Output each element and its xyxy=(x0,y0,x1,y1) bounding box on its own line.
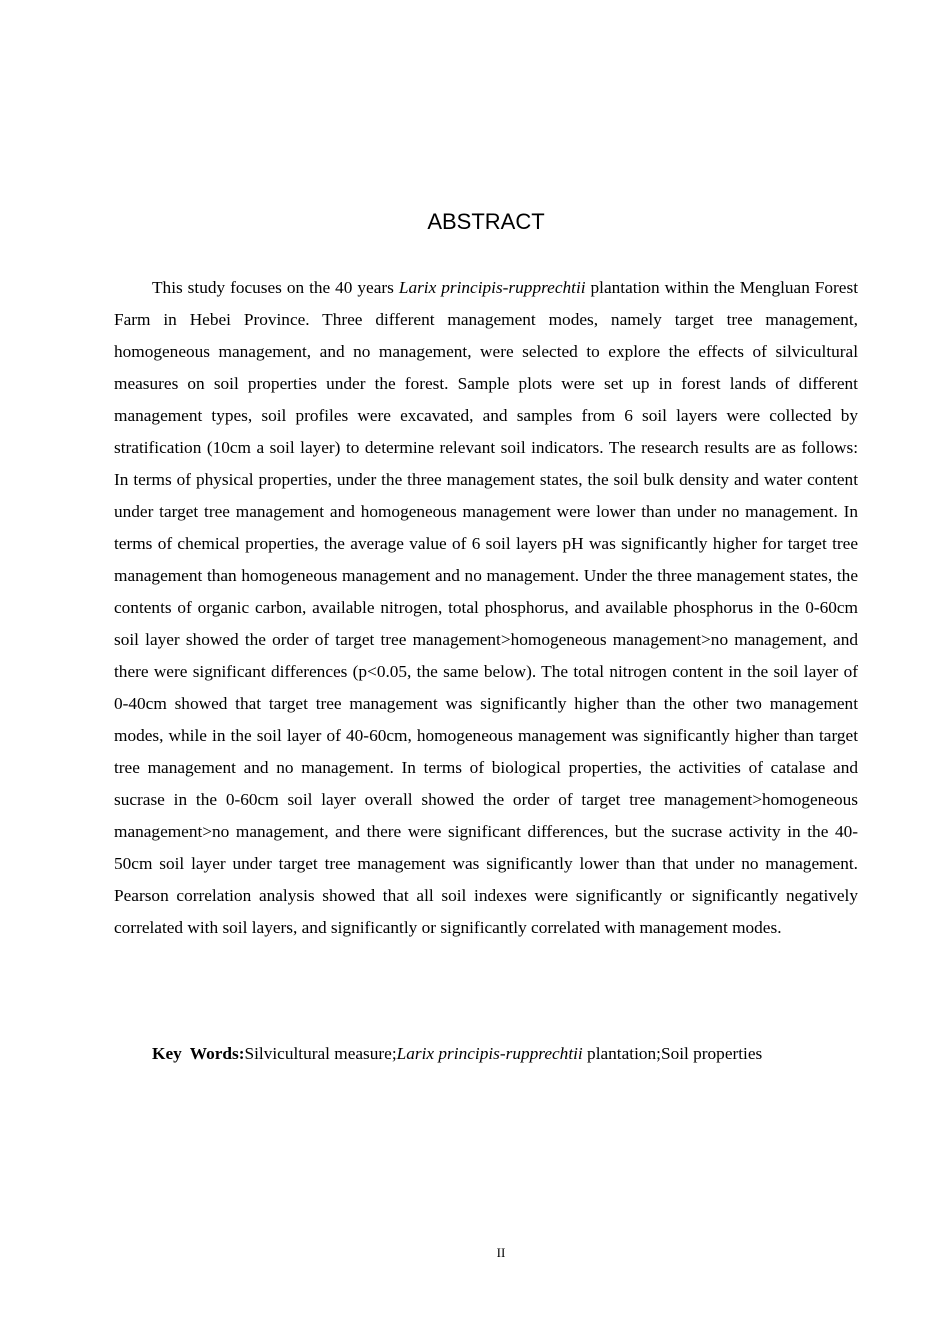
page-number: II xyxy=(496,1245,506,1260)
keyword-3: plantation;Soil properties xyxy=(582,1044,763,1063)
keyword-2: Larix principis-rupprechtii xyxy=(396,1044,583,1063)
species-name: Larix principis-rupprechtii xyxy=(398,278,586,297)
abstract-text-part1: This study focuses on the 40 years xyxy=(152,278,399,297)
keyword-1: Silvicultural measure; xyxy=(244,1044,397,1063)
abstract-text-part2: plantation within the Mengluan Forest Farm in Hebei Province. Three different management modes, namely target tree management, homogeneous management, and no management, were selected to explore the effects of silvicultural measures on soil properties under the forest. Sample plots were set up in forest lands of different management types, soil profiles were excavated, and samples from 6 soil layers were collected by stratification (10cm a soil layer) to determine relevant soil indicators. The research results are as follows: In terms of physical properties, under the three management states, the soil bulk density and water content under target tree management and homogeneous management were lower than under no management. In terms of chemical properties, the average value of 6 soil layers pH was significantly higher for target tree management than homogeneous management and no management. Under the three management states, the contents of organic carbon, available nitrogen, total phosphorus, and available phosphorus in the 0-60cm soil layer showed the order of target tree management>homogeneous management>no management, and there were significant differences (p<0.05, the same below). The total nitrogen content in the soil layer of 0-40cm showed that target tree management was significantly higher than the other two management modes, while in the soil layer of 40-60cm, homogeneous management was significantly higher than target tree management and no management. In terms of biological properties, the activities of catalase and sucrase in the 0-60cm soil layer overall showed the order of target tree management>homogeneous management>no management, and there were significant differences, but the sucrase activity in the 40-50cm soil layer under target tree management was significantly lower than that under no management. Pearson correlation analysis showed that all soil indexes were significantly or significantly negatively correlated with soil layers, and significantly or significantly correlated with management modes. xyxy=(114,278,858,937)
keywords-label: Key Words: xyxy=(152,1044,245,1063)
keywords-line xyxy=(114,1038,858,1070)
abstract-title: ABSTRACT xyxy=(427,209,545,234)
abstract-body xyxy=(114,272,858,944)
